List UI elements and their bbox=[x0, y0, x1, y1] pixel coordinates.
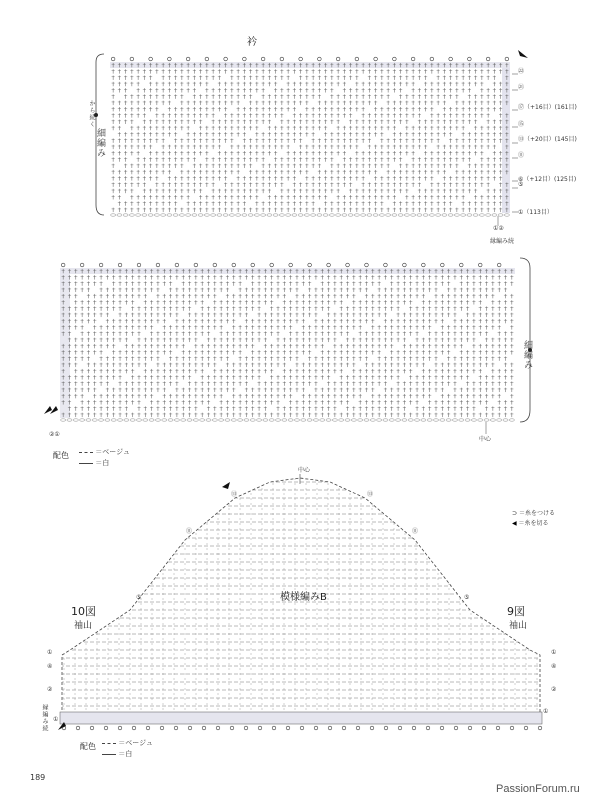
collar-bottom-marks: ①② bbox=[493, 225, 504, 232]
row-label: ⑮ bbox=[518, 121, 525, 128]
dashed-line-icon bbox=[79, 452, 93, 453]
legend-title: 配色 bbox=[80, 742, 96, 751]
picot bbox=[104, 726, 108, 730]
row-label: ⑬（+20目）(145目) bbox=[518, 136, 577, 143]
collar-stitches bbox=[110, 57, 510, 216]
marker-right: ④ bbox=[551, 663, 557, 670]
picot bbox=[482, 726, 486, 730]
legend-white-label: ＝白 bbox=[118, 750, 133, 758]
picot bbox=[160, 726, 164, 730]
row-label: ⑤ bbox=[518, 181, 524, 188]
marker-left: ④ bbox=[47, 663, 53, 670]
legend-row-white bbox=[102, 749, 132, 759]
marker-left: ⑪ bbox=[186, 528, 193, 535]
row-label: ⑥（+12目）(125目) bbox=[518, 176, 577, 183]
picot bbox=[510, 726, 514, 730]
picot bbox=[440, 726, 444, 730]
watermark: PassionForum.ru bbox=[496, 783, 580, 795]
picot bbox=[174, 726, 178, 730]
row-label: ⑰（+16目）(161目) bbox=[518, 104, 577, 111]
collar-side-label: 細編み bbox=[95, 128, 105, 158]
picot bbox=[188, 726, 192, 730]
picot bbox=[398, 726, 402, 730]
page-number: 189 bbox=[30, 773, 46, 782]
picot bbox=[286, 726, 290, 730]
key-attach-label: ＝糸をつける bbox=[518, 510, 555, 517]
sleeve-chart bbox=[0, 460, 612, 760]
collar-chart bbox=[0, 0, 612, 250]
picot bbox=[356, 726, 360, 730]
attach-symbol-icon: ⊃ bbox=[512, 510, 518, 517]
cut-arrow-icon bbox=[44, 406, 52, 414]
marker-left: ① bbox=[53, 716, 59, 723]
right-figure-sub: 袖山 bbox=[509, 621, 528, 631]
picot bbox=[132, 726, 136, 730]
picot bbox=[300, 726, 304, 730]
sleeve-pattern-label: 模様編みB bbox=[280, 592, 327, 603]
picot bbox=[244, 726, 248, 730]
picot bbox=[370, 726, 374, 730]
marker-right: ⑪ bbox=[412, 528, 419, 535]
picot bbox=[230, 726, 234, 730]
mid-center-label: 中心 bbox=[479, 436, 492, 443]
marker-right: ① bbox=[543, 708, 549, 715]
solid-line-icon bbox=[102, 754, 116, 755]
picot bbox=[314, 726, 318, 730]
picot bbox=[76, 726, 80, 730]
marker-left: ② bbox=[47, 686, 53, 693]
marker-right: ② bbox=[551, 686, 557, 693]
legend-title: 配色 bbox=[53, 451, 69, 460]
mid-stitches bbox=[60, 263, 515, 421]
legend-row-beige bbox=[102, 738, 153, 748]
marker-left: ① bbox=[47, 649, 53, 656]
collar-title: 衿 bbox=[247, 37, 257, 48]
picot bbox=[426, 726, 430, 730]
sleeve-bottom-caption: 縁編み続 bbox=[41, 704, 48, 732]
legend-beige-label: ＝ベージュ bbox=[95, 448, 130, 456]
cut-arrow-icon bbox=[222, 482, 230, 489]
key-cut bbox=[512, 518, 549, 527]
picot bbox=[454, 726, 458, 730]
legend-bottom bbox=[80, 738, 220, 762]
picot bbox=[538, 726, 542, 730]
picot bbox=[258, 726, 262, 730]
picot bbox=[272, 726, 276, 730]
row-label: ㉑ bbox=[518, 84, 525, 91]
picot bbox=[90, 726, 94, 730]
cut-arrow-icon bbox=[518, 50, 528, 58]
picot bbox=[496, 726, 500, 730]
legend-white-label: ＝白 bbox=[95, 459, 110, 467]
marker-right: ① bbox=[551, 649, 557, 656]
row-label: ①（113目） bbox=[518, 209, 553, 216]
dashed-line-icon bbox=[102, 743, 116, 744]
picot bbox=[216, 726, 220, 730]
right-figure-label: 9図 bbox=[507, 605, 525, 618]
collar-bottom-caption: 縁編み続 bbox=[490, 238, 515, 245]
mid-chart bbox=[0, 250, 612, 450]
sleeve-center-label: 中心 bbox=[298, 467, 311, 474]
marker-right: ⑤ bbox=[464, 594, 470, 601]
row-label: ㉒ bbox=[518, 68, 525, 75]
left-figure-sub: 袖山 bbox=[74, 621, 93, 631]
cut-symbol-icon: ◀ bbox=[512, 520, 517, 527]
picot bbox=[342, 726, 346, 730]
collar-side-sub: から続く bbox=[88, 100, 95, 128]
legend-row-beige bbox=[79, 447, 130, 457]
bottom-band bbox=[60, 712, 542, 724]
marker-left: ⑬ bbox=[231, 491, 238, 498]
marker-left: ⑤ bbox=[136, 594, 142, 601]
picot bbox=[524, 726, 528, 730]
marker-right: ⑬ bbox=[367, 491, 374, 498]
picot bbox=[468, 726, 472, 730]
picot bbox=[328, 726, 332, 730]
key-cut-label: ＝糸を切る bbox=[518, 520, 549, 527]
left-figure-label: 10図 bbox=[71, 605, 96, 618]
key-attach bbox=[512, 508, 555, 517]
picot bbox=[118, 726, 122, 730]
row-label: ⑪ bbox=[518, 152, 525, 159]
mid-side-label: 細編み bbox=[522, 340, 532, 370]
legend-beige-label: ＝ベージュ bbox=[118, 739, 153, 747]
picot bbox=[202, 726, 206, 730]
picot bbox=[146, 726, 150, 730]
picot bbox=[412, 726, 416, 730]
picot bbox=[384, 726, 388, 730]
mid-bottom-marks: ②① bbox=[49, 431, 60, 438]
